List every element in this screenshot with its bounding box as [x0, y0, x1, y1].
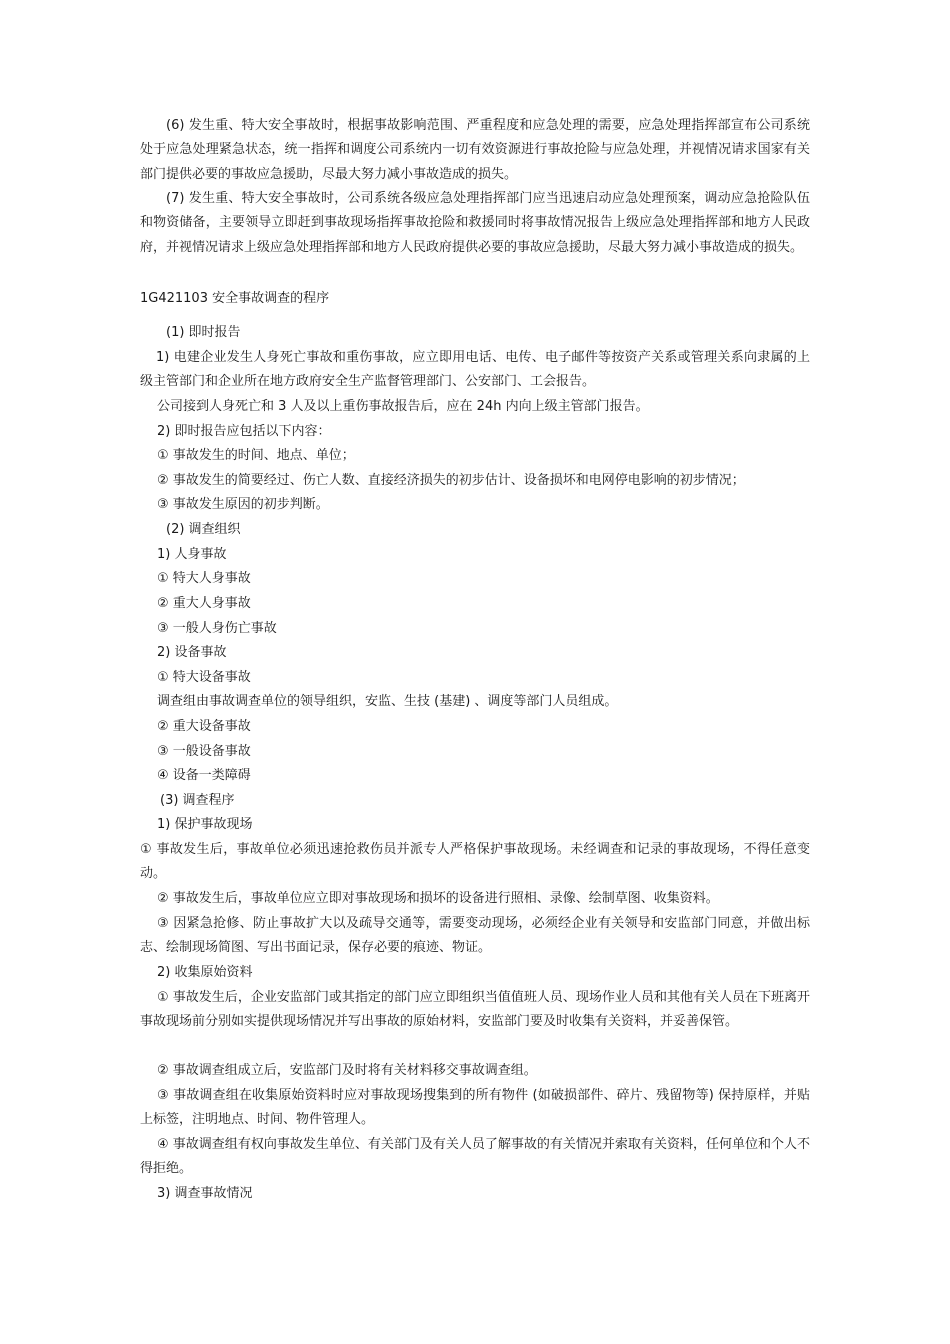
list-heading: 2) 设备事故	[157, 645, 227, 660]
paragraph: 1) 电建企业发生人身死亡事故和重伤事故，应立即用电话、电传、电子邮件等按资产关系或管理关系向隶属的上级主管部门和企业所在地方政府安全生产监督管理部门、公安部门、工会报告。	[140, 350, 810, 390]
list-heading: 1) 人身事故	[157, 547, 227, 562]
paragraph: ③ 事故调查组在收集原始资料时应对事故现场搜集到的所有物件 (如破损部件、碎片、残留物等) 保持原样，并贴上标签，注明地点、时间、物件管理人。	[140, 1088, 810, 1128]
paragraph-item-7: (7) 发生重、特大安全事故时，公司系统各级应急处理指挥部门应当迅速启动应急处理预案，调动应急抢险队伍和物资储备，主要领导立即赶到事故现场指挥事故抢险和救援同时将事故情况报告上级应急处理指挥部和地方人民政府，并视情况请求上级应急处理指挥部和地方人民政府提供必要的事故应急援助，尽最大努力减小事故造成的损失。	[140, 191, 810, 255]
list-item: ② 事故调查组成立后，安监部门及时将有关材料移交事故调查组。	[157, 1063, 537, 1078]
paragraph: 公司接到人身死亡和 3 人及以上重伤事故报告后，应在 24h 内向上级主管部门报告。	[157, 399, 649, 414]
list-item: ② 重大人身事故	[157, 596, 251, 611]
subheading-investigation-procedure: (3) 调查程序	[160, 793, 235, 808]
section-heading: 1G421103 安全事故调查的程序	[140, 291, 330, 306]
paragraph: ① 事故发生后，事故单位必须迅速抢救伤员并派专人严格保护事故现场。未经调查和记录的事故现场，不得任意变动。	[140, 842, 810, 882]
list-item: ② 事故发生的简要经过、伤亡人数、直接经济损失的初步估计、设备损坏和电网停电影响的初步情况；	[157, 473, 745, 488]
list-item: ② 重大设备事故	[157, 719, 251, 734]
list-item: ① 特大人身事故	[157, 571, 251, 586]
list-item: ④ 设备一类障碍	[157, 768, 251, 783]
paragraph: 调查组由事故调查单位的领导组织，安监、生技 (基建) 、调度等部门人员组成。	[157, 694, 618, 709]
list-item: ① 事故发生的时间、地点、单位；	[157, 448, 355, 463]
list-heading: 2) 即时报告应包括以下内容：	[157, 424, 331, 439]
list-item: ③ 事故发生原因的初步判断。	[157, 497, 329, 512]
subheading-immediate-report: (1) 即时报告	[166, 325, 241, 340]
list-item: ③ 一般设备事故	[157, 744, 251, 759]
list-heading: 3) 调查事故情况	[157, 1186, 253, 1201]
list-heading: 2) 收集原始资料	[157, 965, 253, 980]
paragraph: ③ 因紧急抢修、防止事故扩大以及疏导交通等，需要变动现场，必须经企业有关领导和安监部门同意，并做出标志、绘制现场简图、写出书面记录，保存必要的痕迹、物证。	[140, 916, 810, 956]
paragraph: ① 事故发生后，企业安监部门或其指定的部门应立即组织当值值班人员、现场作业人员和其他有关人员在下班离开事故现场前分别如实提供现场情况并写出事故的原始材料，安监部门要及时收集有关资料，并妥善保管。	[140, 990, 810, 1030]
paragraph: ④ 事故调查组有权向事故发生单位、有关部门及有关人员了解事故的有关情况并索取有关资料，任何单位和个人不得拒绝。	[140, 1137, 810, 1177]
list-item: ③ 一般人身伤亡事故	[157, 621, 277, 636]
list-item: ② 事故发生后，事故单位应立即对事故现场和损坏的设备进行照相、录像、绘制草图、收集资料。	[157, 891, 719, 906]
list-item: ① 特大设备事故	[157, 670, 251, 685]
subheading-investigation-org: (2) 调查组织	[166, 522, 241, 537]
list-heading: 1) 保护事故现场	[157, 817, 253, 832]
paragraph-item-6: (6) 发生重、特大安全事故时，根据事故影响范围、严重程度和应急处理的需要，应急处理指挥部宣布公司系统处于应急处理紧急状态，统一指挥和调度公司系统内一切有效资源进行事故抢险与应急处理，并视情况请求国家有关部门提供必要的事故应急援助，尽最大努力减小事故造成的损失。	[140, 118, 810, 182]
